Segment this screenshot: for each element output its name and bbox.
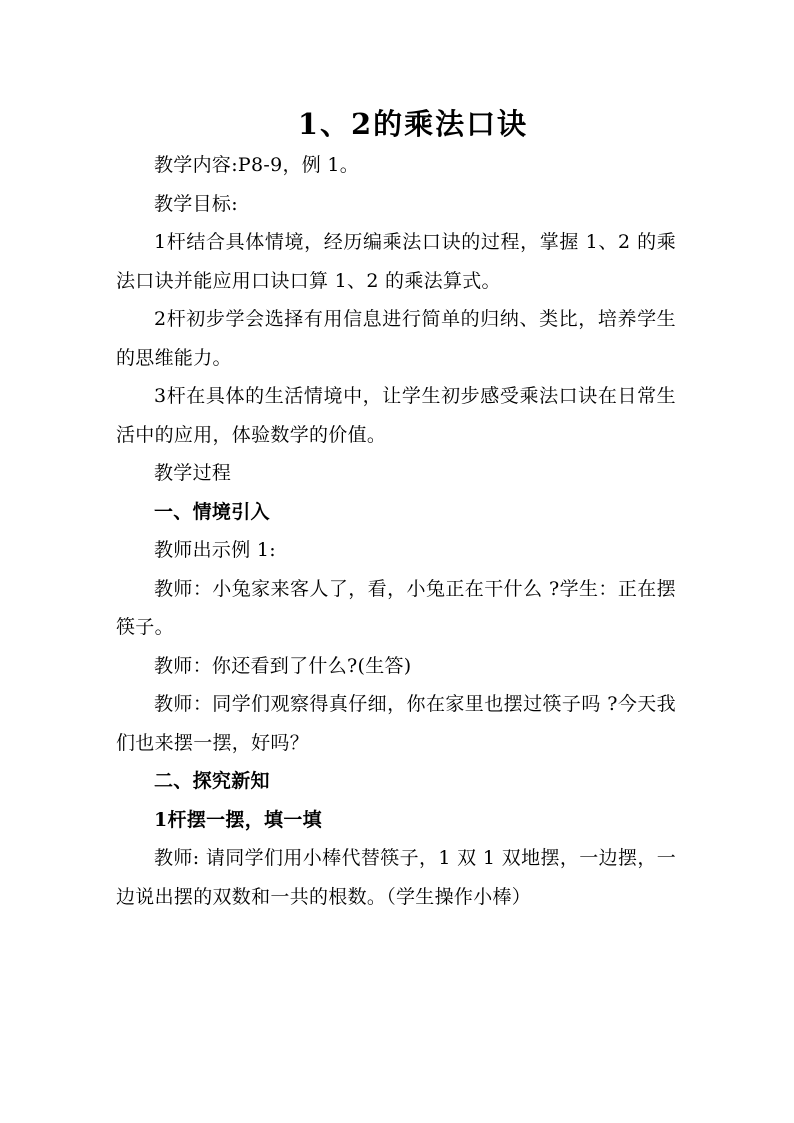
paragraph-teaching-content: 教学内容:P8-9，例 1。 <box>154 154 360 176</box>
paragraph-teaching-process-heading: 教学过程 <box>154 462 232 484</box>
section-heading-explore: 二、探究新知 <box>154 770 270 792</box>
paragraph-dialogue-2: 教师：你还看到了什么?(生答) <box>154 654 412 677</box>
subheading-arrange-fill: 1杆摆一摆，填一填 <box>154 808 322 831</box>
section-heading-introduction: 一、情境引入 <box>154 500 270 523</box>
paragraph-goal-2: 2杆初步学会选择有用信息进行简单的归纳、类比，培养学生的思维能力。 <box>116 308 676 369</box>
paragraph-example-1: 教师出示例 1: <box>154 539 276 561</box>
paragraph-goal-1: 1杆结合具体情境，经历编乘法口诀的过程，掌握 1、2 的乘法口诀并能应用口诀口算 1、2 的乘法算式。 <box>116 231 676 292</box>
paragraph-dialogue-3: 教师：同学们观察得真仔细，你在家里也摆过筷子吗 ?今天我们也来摆一摆，好吗？ <box>116 693 676 754</box>
paragraph-goal-3: 3杆在具体的生活情境中，让学生初步感受乘法口诀在日常生活中的应用，体验数学的价值。 <box>116 385 676 446</box>
document-body <box>116 146 676 916</box>
document-title: 1、2的乘法口诀 <box>297 107 529 141</box>
paragraph-teaching-goals-heading: 教学目标: <box>154 192 238 215</box>
paragraph-instruction: 教师: 请同学们用小棒代替筷子，1 双 1 双地摆，一边摆，一边说出摆的双数和一共的根数。（学生操作小棒） <box>116 847 676 908</box>
paragraph-dialogue-1: 教师：小兔家来客人了，看，小兔正在干什么 ?学生：正在摆筷子。 <box>116 577 676 638</box>
